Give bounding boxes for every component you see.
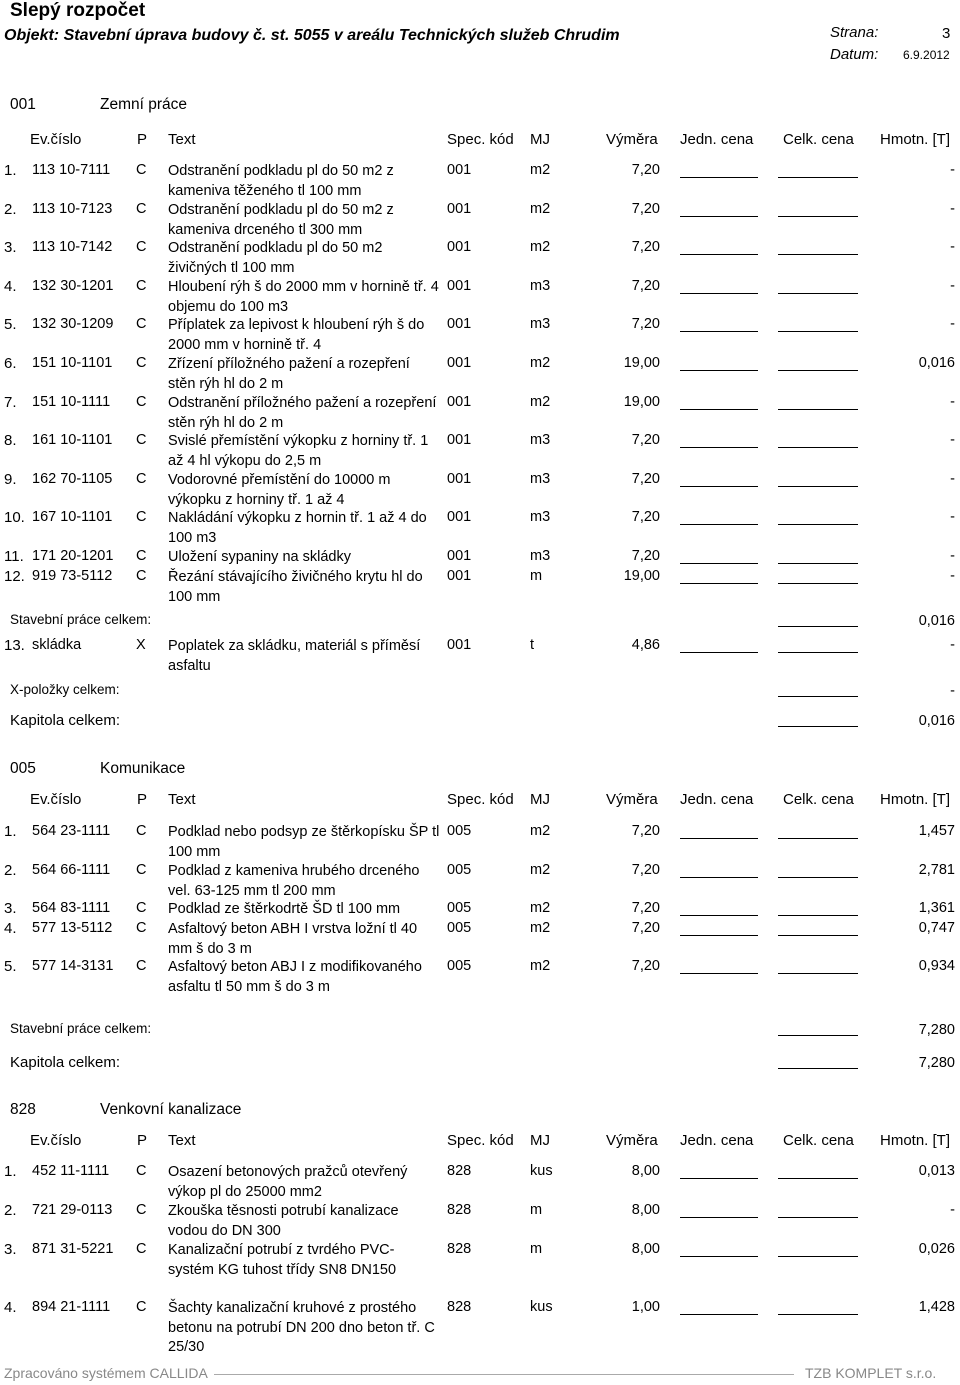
total-label: Stavební práce celkem:: [10, 612, 152, 627]
cell-mj: m2: [530, 239, 551, 255]
cell-p: C: [136, 958, 147, 974]
cell-qty: 7,20: [631, 900, 660, 916]
cell-num: 2.: [4, 1202, 17, 1219]
cell-num: 2.: [4, 201, 17, 218]
cell-p: C: [136, 1163, 147, 1179]
cell-spec: 828: [447, 1299, 472, 1315]
cell-txt: Hloubení rýh š do 2000 mm v hornině tř. 4 objemu do 100 m3: [168, 279, 439, 315]
total-price-blank: [778, 331, 858, 332]
cell-spec: 828: [447, 1202, 472, 1218]
col-header-total: Celk. cena: [783, 791, 854, 808]
unit-price-blank: [680, 1256, 758, 1257]
cell-txt: Odstranění podkladu pl do 50 m2 živičných tl 100 mm: [168, 240, 383, 276]
cell-num: 7.: [4, 394, 17, 411]
cell-code: 452 11-1111: [32, 1163, 110, 1179]
cell-txt: Zkouška těsnosti potrubí kanalizace vodou do DN 300: [168, 1203, 399, 1239]
total-price-blank: [778, 877, 858, 878]
cell-spec: 001: [447, 355, 472, 371]
cell-txt: Poplatek za skládku, materiál s příměsí asfaltu: [168, 638, 421, 674]
footer-left: Zpracováno systémem CALLIDA: [4, 1365, 208, 1381]
cell-code: 564 83-1111: [32, 900, 111, 916]
cell-num: 4.: [4, 278, 17, 295]
unit-price-blank: [680, 177, 758, 178]
total-label: Stavební práce celkem:: [10, 1021, 152, 1036]
cell-wt: 1,457: [918, 823, 955, 839]
cell-txt: Asfaltový beton ABJ I z modifikovaného asfaltu tl 50 mm š do 3 m: [168, 959, 422, 995]
cell-txt: Odstranění podkladu pl do 50 m2 z kameniva drceného tl 300 mm: [168, 202, 394, 238]
cell-code: 151 10-1111: [32, 394, 111, 410]
col-header-total: Celk. cena: [783, 131, 854, 148]
cell-num: 12.: [4, 568, 25, 585]
unit-price-blank: [680, 1314, 758, 1315]
cell-txt: Podklad nebo podsyp ze štěrkopísku ŠP tl 100 mm: [168, 824, 440, 860]
cell-mj: m3: [530, 509, 551, 525]
col-header-qty: Výměra: [606, 131, 658, 148]
cell-wt: -: [950, 201, 955, 217]
cell-spec: 828: [447, 1163, 472, 1179]
document-title: Slepý rozpočet: [10, 0, 146, 21]
unit-price-blank: [680, 524, 758, 525]
cell-code: 721 29-0113: [32, 1202, 113, 1218]
cell-spec: 001: [447, 201, 472, 217]
cell-spec: 001: [447, 239, 472, 255]
cell-code: 167 10-1101: [32, 509, 113, 525]
unit-price-blank: [680, 409, 758, 410]
cell-spec: 001: [447, 278, 472, 294]
cell-qty: 7,20: [631, 432, 660, 448]
unit-price-blank: [680, 1217, 758, 1218]
total-line: [778, 1035, 858, 1036]
cell-p: C: [136, 355, 147, 371]
unit-price-blank: [680, 447, 758, 448]
cell-mj: m2: [530, 162, 551, 178]
cell-num: 8.: [4, 432, 17, 449]
cell-p: C: [136, 1241, 147, 1257]
unit-price-blank: [680, 652, 758, 653]
cell-mj: m: [530, 1241, 543, 1257]
unit-price-blank: [680, 331, 758, 332]
cell-num: 3.: [4, 239, 17, 256]
cell-wt: -: [950, 278, 955, 294]
cell-spec: 001: [447, 548, 472, 564]
cell-wt: 0,747: [918, 920, 955, 936]
unit-price-blank: [680, 370, 758, 371]
strana-value: 3: [942, 25, 951, 42]
cell-wt: -: [950, 239, 955, 255]
cell-qty: 7,20: [631, 316, 660, 332]
cell-txt: Svislé přemístění výkopku z horniny tř. 1 až 4 hl výkopu do 2,5 m: [168, 433, 429, 469]
total-line: [778, 726, 858, 727]
cell-code: 151 10-1101: [32, 355, 113, 371]
cell-wt: 0,013: [918, 1163, 955, 1179]
cell-qty: 4,86: [631, 637, 660, 653]
cell-p: C: [136, 278, 147, 294]
col-header-weight: Hmotn. [T]: [880, 1132, 951, 1149]
cell-p: C: [136, 509, 147, 525]
cell-wt: -: [950, 432, 955, 448]
col-header-mj: MJ: [530, 131, 550, 148]
section-name: Venkovní kanalizace: [100, 1101, 242, 1118]
cell-qty: 8,00: [631, 1241, 660, 1257]
cell-num: 1.: [4, 823, 17, 840]
cell-code: 577 14-3131: [32, 958, 114, 974]
cell-num: 5.: [4, 958, 17, 975]
cell-mj: m3: [530, 278, 551, 294]
total-price-blank: [778, 563, 858, 564]
col-header-weight: Hmotn. [T]: [880, 131, 951, 148]
unit-price-blank: [680, 254, 758, 255]
unit-price-blank: [680, 935, 758, 936]
cell-p: C: [136, 1202, 147, 1218]
cell-qty: 1,00: [631, 1299, 660, 1315]
cell-wt: -: [950, 394, 955, 410]
total-price-blank: [778, 935, 858, 936]
cell-txt: Podklad z kameniva hrubého drceného vel. 63-125 mm tl 200 mm: [168, 863, 420, 899]
cell-spec: 001: [447, 394, 472, 410]
cell-spec: 005: [447, 823, 472, 839]
section-code: 001: [10, 96, 36, 113]
total-price-blank: [778, 370, 858, 371]
cell-txt: Kanalizační potrubí z tvrdého PVC-systém KG tuhost třídy SN8 DN150: [168, 1242, 397, 1278]
col-header-mj: MJ: [530, 1132, 550, 1149]
col-header-num: Ev.číslo: [30, 131, 82, 148]
cell-code: 113 10-7142: [32, 239, 113, 255]
cell-txt: Odstranění příložného pažení a rozepření stěn rýh hl do 2 m: [168, 395, 437, 431]
cell-p: C: [136, 201, 147, 217]
total-price-blank: [778, 254, 858, 255]
cell-num: 3.: [4, 1241, 17, 1258]
cell-code: 113 10-7123: [32, 201, 113, 217]
total-value: -: [950, 683, 955, 699]
cell-mj: m2: [530, 394, 551, 410]
cell-num: 3.: [4, 900, 17, 917]
cell-wt: -: [950, 162, 955, 178]
total-price-blank: [778, 838, 858, 839]
col-header-weight: Hmotn. [T]: [880, 791, 951, 808]
cell-qty: 7,20: [631, 862, 660, 878]
cell-spec: 001: [447, 568, 472, 584]
cell-wt: 0,026: [918, 1241, 955, 1257]
cell-qty: 19,00: [623, 394, 660, 410]
col-header-num: Ev.číslo: [30, 791, 82, 808]
col-header-text: Text: [168, 131, 196, 148]
cell-p: C: [136, 316, 147, 332]
total-price-blank: [778, 583, 858, 584]
section-name: Komunikace: [100, 760, 186, 777]
cell-num: 4.: [4, 920, 17, 937]
unit-price-blank: [680, 583, 758, 584]
cell-p: C: [136, 1299, 147, 1315]
cell-qty: 7,20: [631, 958, 660, 974]
unit-price-blank: [680, 216, 758, 217]
unit-price-blank: [680, 1178, 758, 1179]
total-price-blank: [778, 1178, 858, 1179]
total-line: [778, 696, 858, 697]
total-price-blank: [778, 915, 858, 916]
cell-wt: 1,428: [918, 1299, 955, 1315]
unit-price-blank: [680, 877, 758, 878]
cell-mj: m: [530, 1202, 543, 1218]
total-price-blank: [778, 409, 858, 410]
total-price-blank: [778, 216, 858, 217]
cell-code: 113 10-7111: [32, 162, 111, 178]
cell-num: 1.: [4, 162, 17, 179]
total-price-blank: [778, 1217, 858, 1218]
unit-price-blank: [680, 563, 758, 564]
cell-wt: 0,934: [918, 958, 955, 974]
col-header-p: P: [137, 791, 148, 808]
cell-spec: 005: [447, 958, 472, 974]
col-header-qty: Výměra: [606, 1132, 658, 1149]
cell-code: 894 21-1111: [32, 1299, 111, 1315]
cell-txt: Zřízení příložného pažení a rozepření stěn rýh hl do 2 m: [168, 356, 410, 392]
col-header-num: Ev.číslo: [30, 1132, 82, 1149]
cell-mj: t: [530, 637, 535, 653]
cell-mj: m2: [530, 920, 551, 936]
cell-mj: m3: [530, 471, 551, 487]
cell-mj: m: [530, 568, 543, 584]
total-price-blank: [778, 447, 858, 448]
cell-qty: 7,20: [631, 471, 660, 487]
cell-spec: 005: [447, 862, 472, 878]
cell-code: skládka: [32, 637, 82, 653]
cell-code: 564 66-1111: [32, 862, 111, 878]
cell-qty: 7,20: [631, 201, 660, 217]
cell-qty: 7,20: [631, 920, 660, 936]
unit-price-blank: [680, 915, 758, 916]
cell-code: 132 30-1209: [32, 316, 114, 332]
col-header-p: P: [137, 131, 148, 148]
cell-spec: 005: [447, 920, 472, 936]
section-code: 005: [10, 760, 36, 777]
col-header-text: Text: [168, 1132, 196, 1149]
cell-p: C: [136, 162, 147, 178]
cell-p: C: [136, 568, 147, 584]
col-header-mj: MJ: [530, 791, 550, 808]
cell-p: C: [136, 239, 147, 255]
object-subject: Objekt: Stavební úprava budovy č. st. 5055 v areálu Technických služeb Chrudim: [4, 27, 620, 44]
cell-num: 10.: [4, 509, 25, 526]
cell-code: 171 20-1201: [32, 548, 114, 564]
cell-num: 11.: [4, 548, 24, 565]
cell-qty: 19,00: [623, 355, 660, 371]
cell-txt: Řezání stávajícího živičného krytu hl do 100 mm: [168, 569, 423, 605]
cell-p: C: [136, 471, 147, 487]
cell-code: 871 31-5221: [32, 1241, 114, 1257]
cell-num: 13.: [4, 637, 25, 654]
cell-p: C: [136, 862, 147, 878]
cell-num: 2.: [4, 862, 17, 879]
cell-wt: 0,016: [918, 355, 955, 371]
col-header-unit: Jedn. cena: [680, 791, 754, 808]
cell-spec: 001: [447, 432, 472, 448]
total-line: [778, 1068, 858, 1069]
col-header-unit: Jedn. cena: [680, 131, 754, 148]
cell-p: C: [136, 432, 147, 448]
cell-qty: 7,20: [631, 509, 660, 525]
cell-txt: Osazení betonových pražců otevřený výkop pl do 25000 mm2: [168, 1164, 408, 1200]
cell-p: C: [136, 900, 147, 916]
cell-spec: 001: [447, 162, 472, 178]
unit-price-blank: [680, 838, 758, 839]
cell-mj: m3: [530, 548, 551, 564]
total-value: 0,016: [918, 713, 955, 729]
total-price-blank: [778, 177, 858, 178]
cell-p: C: [136, 920, 147, 936]
cell-num: 6.: [4, 355, 17, 372]
cell-wt: 1,361: [918, 900, 955, 916]
cell-code: 132 30-1201: [32, 278, 114, 294]
total-value: 0,016: [918, 613, 955, 629]
cell-txt: Podklad ze štěrkodrtě ŠD tl 100 mm: [168, 901, 401, 917]
cell-qty: 7,20: [631, 162, 660, 178]
cell-mj: m2: [530, 355, 551, 371]
total-price-blank: [778, 1256, 858, 1257]
cell-qty: 7,20: [631, 823, 660, 839]
footer-right: TZB KOMPLET s.r.o.: [805, 1365, 937, 1381]
cell-num: 5.: [4, 316, 17, 333]
cell-spec: 001: [447, 316, 472, 332]
cell-mj: m3: [530, 432, 551, 448]
cell-mj: m3: [530, 316, 551, 332]
total-price-blank: [778, 486, 858, 487]
cell-spec: 001: [447, 509, 472, 525]
cell-code: 162 70-1105: [32, 471, 113, 487]
total-price-blank: [778, 293, 858, 294]
cell-code: 161 10-1101: [32, 432, 113, 448]
cell-wt: -: [950, 316, 955, 332]
cell-mj: kus: [530, 1163, 553, 1179]
cell-wt: 2,781: [918, 862, 955, 878]
total-price-blank: [778, 652, 858, 653]
cell-mj: m2: [530, 823, 551, 839]
cell-p: X: [136, 637, 146, 653]
col-header-spec: Spec. kód: [447, 791, 514, 808]
cell-txt: Vodorovné přemístění do 10000 m výkopku z horniny tř. 1 až 4: [168, 472, 391, 508]
cell-num: 1.: [4, 1163, 17, 1180]
section-name: Zemní práce: [100, 96, 188, 113]
cell-wt: -: [950, 509, 955, 525]
total-price-blank: [778, 1314, 858, 1315]
cell-qty: 8,00: [631, 1202, 660, 1218]
cell-txt: Uložení sypaniny na skládky: [168, 549, 351, 565]
cell-p: C: [136, 394, 147, 410]
cell-qty: 8,00: [631, 1163, 660, 1179]
total-label: Kapitola celkem:: [10, 1054, 121, 1071]
cell-spec: 001: [447, 471, 472, 487]
cell-txt: Šachty kanalizační kruhové z prostého betonu na potrubí DN 200 dno beton tř. C 25/30: [168, 1300, 435, 1355]
cell-mj: m2: [530, 900, 551, 916]
cell-txt: Odstranění podkladu pl do 50 m2 z kameniva těženého tl 100 mm: [168, 163, 394, 199]
unit-price-blank: [680, 293, 758, 294]
cell-wt: -: [950, 471, 955, 487]
total-label: X-položky celkem:: [10, 682, 120, 697]
cell-p: C: [136, 548, 147, 564]
total-price-blank: [778, 524, 858, 525]
cell-code: 577 13-5112: [32, 920, 113, 936]
cell-p: C: [136, 823, 147, 839]
cell-txt: Asfaltový beton ABH I vrstva ložní tl 40 mm š do 3 m: [168, 921, 418, 957]
col-header-p: P: [137, 1132, 148, 1149]
datum-label: Datum:: [830, 46, 879, 63]
strana-label: Strana:: [830, 24, 879, 41]
cell-code: 919 73-5112: [32, 568, 113, 584]
cell-txt: Nakládání výkopku z hornin tř. 1 až 4 do 100 m3: [168, 510, 427, 546]
unit-price-blank: [680, 973, 758, 974]
cell-mj: kus: [530, 1299, 553, 1315]
cell-wt: -: [950, 1202, 955, 1218]
cell-txt: Příplatek za lepivost k hloubení rýh š do 2000 mm v hornině tř. 4: [168, 317, 425, 353]
total-line: [778, 626, 858, 627]
total-value: 7,280: [918, 1022, 955, 1038]
datum-value: 6.9.2012: [903, 48, 950, 62]
footer-rule: [214, 1374, 794, 1375]
cell-wt: -: [950, 637, 955, 653]
cell-num: 4.: [4, 1299, 17, 1316]
cell-qty: 7,20: [631, 278, 660, 294]
cell-mj: m2: [530, 862, 551, 878]
col-header-spec: Spec. kód: [447, 131, 514, 148]
cell-spec: 001: [447, 637, 472, 653]
section-code: 828: [10, 1101, 36, 1118]
cell-wt: -: [950, 568, 955, 584]
cell-qty: 7,20: [631, 239, 660, 255]
total-value: 7,280: [918, 1055, 955, 1071]
unit-price-blank: [680, 486, 758, 487]
cell-mj: m2: [530, 958, 551, 974]
cell-num: 9.: [4, 471, 17, 488]
col-header-qty: Výměra: [606, 791, 658, 808]
col-header-total: Celk. cena: [783, 1132, 854, 1149]
total-price-blank: [778, 973, 858, 974]
cell-wt: -: [950, 548, 955, 564]
cell-spec: 005: [447, 900, 472, 916]
cell-qty: 19,00: [623, 568, 660, 584]
cell-code: 564 23-1111: [32, 823, 111, 839]
cell-mj: m2: [530, 201, 551, 217]
col-header-unit: Jedn. cena: [680, 1132, 754, 1149]
col-header-spec: Spec. kód: [447, 1132, 514, 1149]
col-header-text: Text: [168, 791, 196, 808]
cell-spec: 828: [447, 1241, 472, 1257]
cell-qty: 7,20: [631, 548, 660, 564]
total-label: Kapitola celkem:: [10, 712, 121, 729]
